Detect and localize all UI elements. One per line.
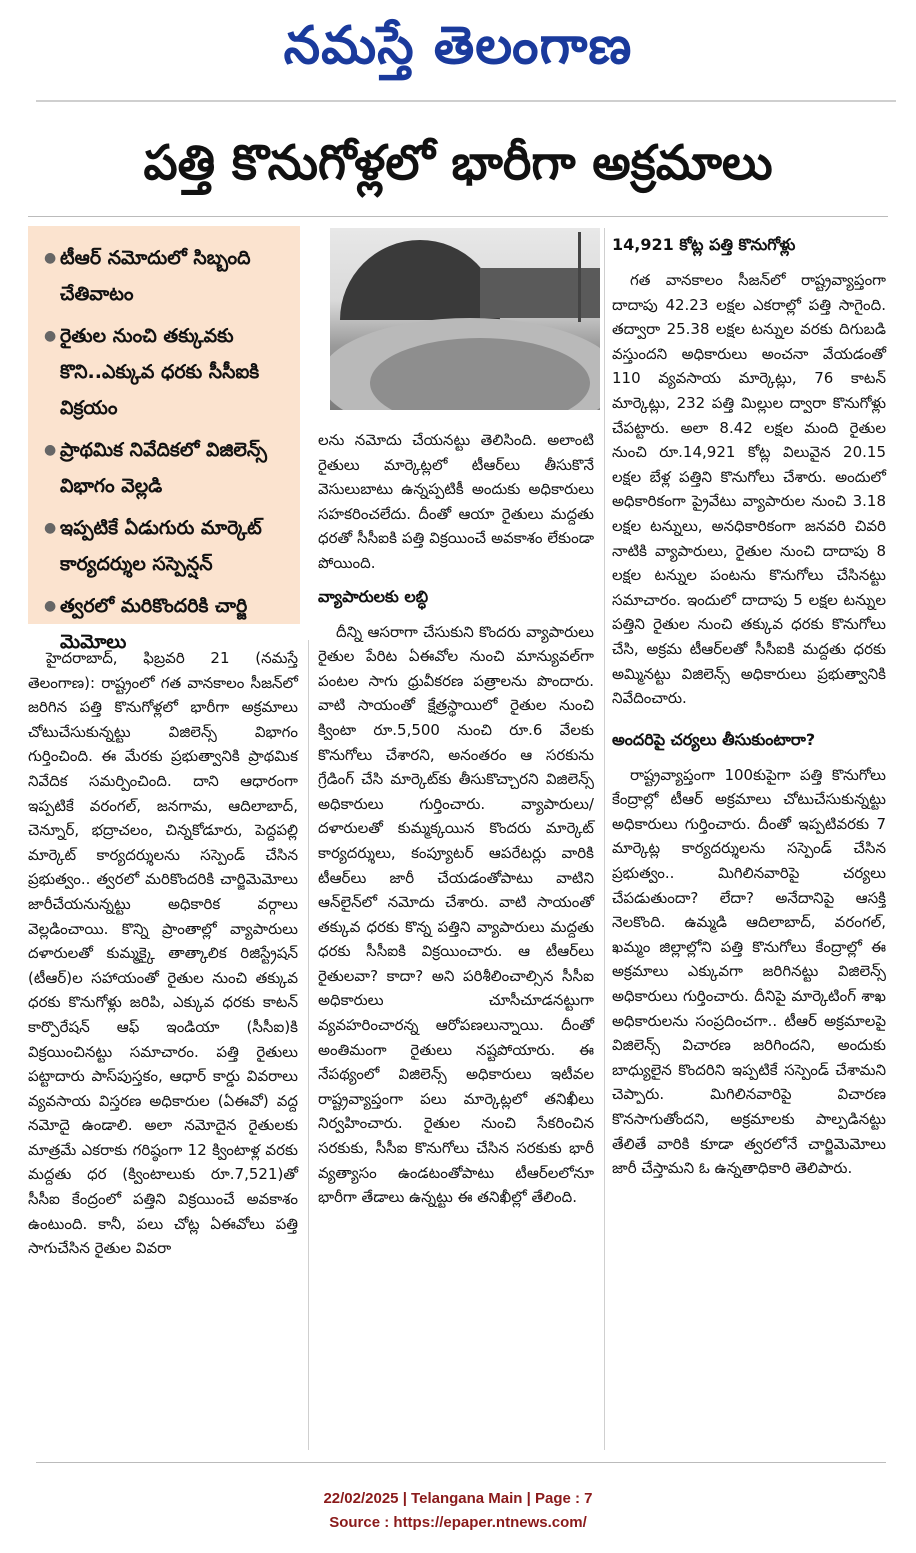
section-subhead: అందరిపై చర్యలు తీసుకుంటారా? [612,729,816,749]
highlight-item [44,318,290,426]
bullet-icon: ● [44,598,57,614]
article-paragraph: రాష్ట్రవ్యాప్తంగా 100కుపైగా పత్తి కొనుగోలు కేంద్రాల్లో టీఆర్ అక్రమాలు చోటుచేసుకున్నట్టు అధికారులు గుర్తించారు. దీంతో ఇప్పటివరకు 7 మార్కెట్ల కార్యదర్శులను సస్పెండ్ చేసిన ప్రభుత్వం.. మిగిలినవారిపై చర్యలు చేపడుతుందా? లేదా? అనేదానిపై ఆసక్తి నెలకొంది. ఉమ్మడి ఆదిలాబాద్, వరంగల్, ఖమ్మం జిల్లాల్లోని పత్తి కొనుగోలు కేంద్రాల్లో ఈ అక్రమాలు ఎక్కువగా జరిగినట్టు విజిలెన్స్ అధికారులు గుర్తించారు. దీనిపై మార్కెటింగ్ శాఖ అధికారులను సంప్రదించగా.. టీఆర్ అక్రమాలపై విజిలెన్స్ విచారణ జరిగిందని, అందుకు బాధ్యులైన కొందరిని ఇప్పటికే సస్పెండ్ చేశామని చెప్పారు. మిగిలినవారిపై విచారణ కొనసాగుతోందని, అక్రమాలకు పాల్పడినట్టు తేలితే వారికి కూడా త్వరలోనే చార్జిమెమోలు జారీ చేస్తామని ఓ ఉన్నతాధికారి తెలిపారు. [612,765,886,1178]
article-column-left [28,646,298,1261]
masthead-logo: నమస్తే తెలంగాణ [283,16,633,76]
article-column-right [612,230,886,1181]
column-divider [604,228,605,1450]
highlight-text: త్వరలో మరికొందరికి చార్జి మెమోలు [60,595,248,653]
section-subhead: వ్యాపారులకు లబ్ధి [318,586,429,606]
footer-divider [36,1462,886,1463]
highlight-text: రైతుల నుంచి తక్కువకు కొని..ఎక్కువ ధరకు సీసీఐకి విక్రయం [60,325,260,419]
article-paragraph: హైదరాబాద్, ఫిబ్రవరి 21 (నమస్తే తెలంగాణ): రాష్ట్రంలో గత వానకాలం సీజన్‌లో జరిగిన పత్తి కొనుగోళ్లలో భారీగా అక్రమాలు చోటుచేసుకున్నట్టు విజిలెన్స్ విభాగం గుర్తించింది. ఈ మేరకు ప్రభుత్వానికి ప్రాథమిక నివేదిక సమర్పించింది. దాని ఆధారంగా ఇప్పటికే వరంగల్, జనగామ, ఆదిలాబాద్, చెన్నూర్, భద్రాచలం, చిన్నకోడూరు, పెద్దపల్లి మార్కెట్ కార్యదర్శులను సస్పెండ్ చేసిన ప్రభుత్వం.. త్వరలో మరికొందరికి చార్జిమెమోలు జారీచేయనున్నట్టు అధికారిక వర్గాలు వెల్లడించాయి. కొన్ని ప్రాంతాల్లో వ్యాపారులు దళారులతో కుమ్మక్కై తాత్కాలిక రిజిస్ట్రేషన్ (టీఆర్)ల సహాయంతో రైతుల నుంచి తక్కువ ధరకు కొనుగోళ్లు జరిపి, ఎక్కువ ధరకు కాటన్ కార్పొరేషన్ ఆఫ్ ఇండియా (సీసీఐ)కి విక్రయించినట్టు సమాచారం. పత్తి రైతులు పట్టాదారు పాస్‌పుస్తకం, ఆధార్ కార్డు వివరాలు వ్యవసాయ విస్తరణ అధికారుల (ఏఈవో) వద్ద నమోదై ఉండాలి. అలా నమోదైన రైతులకు మాత్రమే ఎకరాకు గరిష్ఠంగా 12 క్వింటాళ్ల వరకు మద్దతు ధర (క్వింటాలుకు రూ.7,521)తో సీసీఐ కేంద్రంలో పత్తిని విక్రయించే అవకాశం ఉంటుంది. కానీ, పలు చోట్ల ఏఈవోలు పత్తి సాగుచేసిన రైతుల వివరా [28,649,298,1258]
highlight-text: టీఆర్ నమోదులో సిబ్బంది చేతివాటం [60,247,251,305]
bullet-icon: ● [44,520,57,536]
article-paragraph: దీన్ని ఆసరాగా చేసుకుని కొందరు వ్యాపారులు రైతుల పేరిట ఏఈవోల నుంచి మాన్యువల్‌గా పంటల సాగు ధ్రువీకరణ పత్రాలను పొందారు. వాటి సాయంతో క్షేత్రస్థాయిలో రైతుల నుంచి క్వింటా రూ.5,500 నుంచి రూ.6 వేలకు కొనుగోలు చేశారని, అనంతరం ఆ సరకును గ్రేడింగ్ చేసి మార్కెట్‌కు తీసుకొచ్చారని విజిలెన్స్ అధికారులు గుర్తించారు. వ్యాపారులు/దళారులతో కుమ్మక్కయిన కొందరు మార్కెట్ కార్యదర్శులు, కంప్యూటర్ ఆపరేటర్లు వారికి టీఆర్‌లు జారీ చేయడంతోపాటు వాటిని ఆన్‌లైన్‌లో నమోదు చేశారు. వాటి సాయంతో తక్కువ ధరకు కొన్న పత్తిని వ్యాపారులు మద్దతు ధరకు సీసీఐకి విక్రయించారు. ఆ టీఆర్‌లు రైతులవా? కాదా? అని పరిశీలించాల్సిన సీసీఐ అధికారులు చూసీచూడనట్టుగా వ్యవహరించారన్న ఆరోపణలున్నాయి. దీంతో అంతిమంగా రైతులు నష్టపోయారు. ఈ నేపథ్యంలో విజిలెన్స్ అధికారులు ఇటీవల రాష్ట్రవ్యాప్తంగా పలు మార్కెట్లలో తనిఖీలు నిర్వహించారు. రైతుల నుంచి సేకరించిన సరకుకు, సీసీఐ కొనుగోలు చేసిన సరకుకు భారీ వ్యత్యాసం ఉండటంతోపాటు టీఆర్‌లలోనూ భారీగా తేడాలు ఉన్నట్టు ఈ తనిఖీల్లో తేలింది. [318,622,594,1207]
highlight-item [44,240,290,312]
article-column-middle [318,428,594,1210]
column-divider [308,640,309,1450]
photo-pole-shape [578,232,581,322]
bullet-icon: ● [44,442,57,458]
section-subhead: 14,921 కోట్ల పత్తి కొనుగోళ్లు [612,235,796,254]
headline-divider [28,216,888,217]
cotton-market-photo [330,228,600,410]
headline: పత్తి కొనుగోళ్లలో భారీగా అక్రమాలు [143,135,773,191]
bullet-icon: ● [44,328,57,344]
bullet-icon: ● [44,250,57,266]
highlight-text: ప్రాథమిక నివేదికలో విజిలెన్స్ విభాగం వెల్లడి [60,439,267,497]
highlight-item [44,432,290,504]
masthead-divider [36,100,896,102]
highlight-item [44,510,290,582]
highlights-box [28,226,300,653]
article-paragraph: లను నమోదు చేయనట్టు తెలిసింది. అలాంటి రైతులు మార్కెట్లలో టీఆర్‌లు తీసుకొనే వెసులుబాటు ఉన్నప్పటికీ అందుకు అధికారులు సహకరించలేదు. దీంతో ఆయా రైతులు మద్దతు ధరతో సీసీఐకి పత్తి విక్రయించే అవకాశం లేకుండా పోయింది. [318,431,594,572]
article-paragraph: గత వానకాలం సీజన్‌లో రాష్ట్రవ్యాప్తంగా దాదాపు 42.23 లక్షల ఎకరాల్లో పత్తి సాగైంది. తద్వారా 25.38 లక్షల టన్నుల వరకు దిగుబడి వస్తుందని అధికారులు అంచనా వేయడంతో 110 వ్యవసాయ మార్కెట్లు, 76 కాటన్ మార్కెట్లు, 232 పత్తి మిల్లుల ద్వారా కొనుగోళ్లు చేపట్టారు. అలా 8.42 లక్షల మంది రైతుల నుంచి రూ.14,921 కోట్ల విలువైన 20.15 లక్షల బేళ్ల పత్తిని కొనుగోలు చేశారు. అందులో అధికారికంగా ప్రైవేటు వ్యాపారుల నుంచి 3.18 లక్షల టన్నులు, అనధికారికంగా జనవరి చివరి నాటికి వ్యాపారులు, రైతుల నుంచి దాదాపు 8 లక్షల టన్నుల పంటను కొనుగోలు చేసినట్టు సమాచారం. ఇందులో దాదాపు 5 లక్షల టన్నుల పత్తిని రైతుల నుంచి తక్కువ ధరకు కొనుగోలు చేసి, అక్రమ టీఆర్‌లతో సీసీఐకి మద్దతు ధరకు అమ్మినట్టు విజిలెన్స్ అధికారులు ప్రభుత్వానికి నివేదించారు. [612,271,886,708]
footer-edition-info: 22/02/2025 | Telangana Main | Page : 7 [323,1490,593,1507]
highlight-text: ఇప్పటికే ఏడుగురు మార్కెట్ కార్యదర్శుల సస్పెన్షన్ [60,517,262,575]
photo-dome-shape [340,240,500,320]
photo-shed-shape [480,268,600,318]
footer-source-link[interactable]: Source : https://epaper.ntnews.com/ [329,1514,587,1531]
